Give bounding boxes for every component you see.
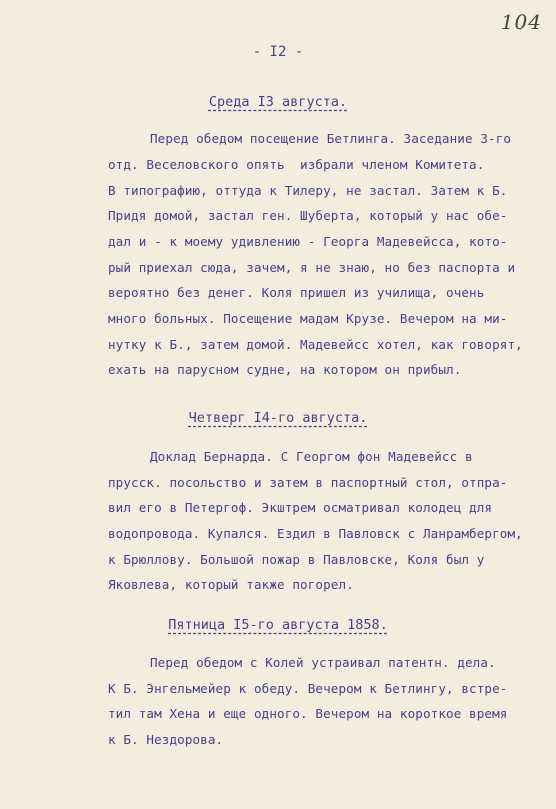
text-line: вил его в Петергоф. Экштрем осматривал колодец для xyxy=(108,500,493,515)
page-number: - I2 - xyxy=(252,44,304,60)
text-line: Доклад Бернарда. С Георгом фон Мадевейсс в xyxy=(150,449,473,464)
section-heading-thursday: Четверг I4-го августа. xyxy=(188,410,368,426)
text-line: отд. Веселовского опять избрали членом Комитета. xyxy=(108,157,485,172)
text-line: водопровода. Купался. Ездил в Павловск с Ланрамбергом, xyxy=(108,526,523,541)
text-line: рый приехал сюда, зачем, я не знаю, но без паспорта и xyxy=(108,260,516,275)
text-line: ехать на парусном судне, на котором он прибыл. xyxy=(108,362,462,377)
text-line: к Б. Нездорова. xyxy=(108,732,224,747)
section-heading-wednesday: Среда I3 августа. xyxy=(208,94,348,110)
text-line: тил там Хена и еще одного. Вечером на короткое время xyxy=(108,706,508,721)
text-line: Перед обедом с Колей устраивал патентн. дела. xyxy=(150,655,496,670)
text-line: В типографию, оттуда к Тилеру, не застал. Затем к Б. xyxy=(108,183,508,198)
text-line: дал и - к моему удивлению - Георга Мадевейсса, кото- xyxy=(108,234,508,249)
text-line: к Брюллову. Большой пожар в Павловске, Коля был у xyxy=(108,552,485,567)
archive-number: 104 xyxy=(500,10,542,34)
text-line: много больных. Посещение мадам Крузе. Вечером на ми- xyxy=(108,311,508,326)
text-line: Придя домой, застал ген. Шуберта, который у нас обе- xyxy=(108,208,508,223)
text-line: прусск. посольство и затем в паспортный стол, отпра- xyxy=(108,475,508,490)
text-line: К Б. Энгельмейер к обеду. Вечером к Бетлингу, встре- xyxy=(108,681,508,696)
text-line: Перед обедом посещение Бетлинга. Заседание 3-го xyxy=(150,131,512,146)
section-heading-friday: Пятница I5-го августа 1858. xyxy=(168,617,388,633)
text-line: вероятно без денег. Коля пришел из училища, очень xyxy=(108,285,485,300)
text-line: нутку к Б., затем домой. Мадевейсс хотел, как говорят, xyxy=(108,337,523,352)
text-line: Яковлева, который также погорел. xyxy=(108,577,354,592)
